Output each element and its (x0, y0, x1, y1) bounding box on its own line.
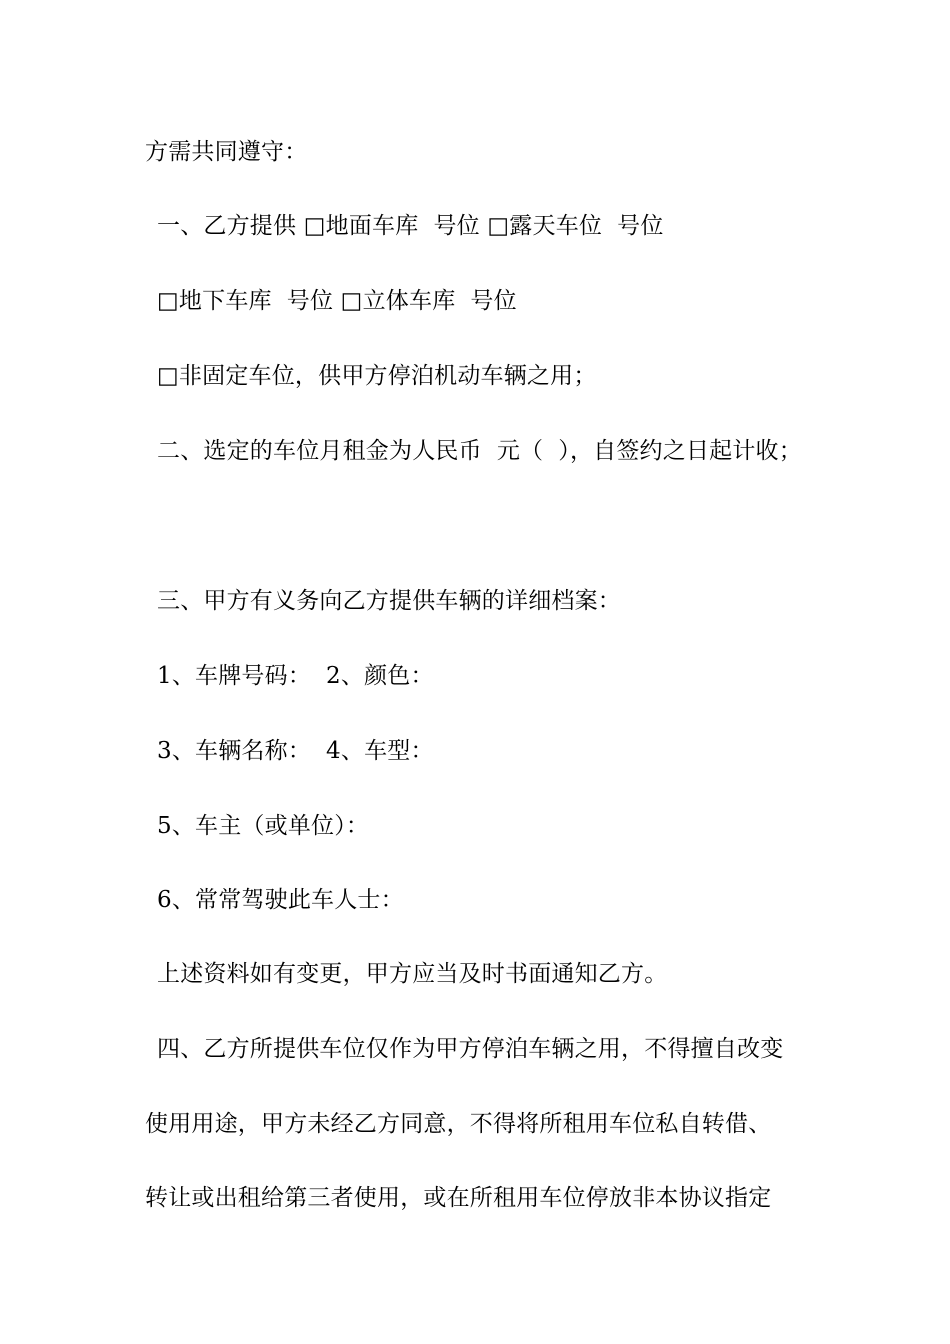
clause-4-line-2: 使用用途，甲方未经乙方同意，不得将所租用车位私自转借、 (145, 1111, 772, 1137)
vehicle-info-1-2: 1、车牌号码： 2、颜色： (157, 663, 434, 689)
clause-4-line-1: 四、乙方所提供车位仅作为甲方停泊车辆之用，不得擅自改变 (157, 1036, 784, 1062)
vehicle-info-6: 6、常常驾驶此车人士： (157, 887, 404, 913)
clause-2: 二、选定的车位月租金为人民币 元（ ），自签约之日起计收； (157, 438, 802, 464)
clause-1-line-3: □非固定车位，供甲方停泊机动车辆之用； (157, 363, 597, 389)
change-notice: 上述资料如有变更，甲方应当及时书面通知乙方。 (157, 961, 668, 987)
clause-1-line-2: □地下车库 号位 □立体车库 号位 (157, 288, 517, 314)
clause-1-line-1: 一、乙方提供 □地面车库 号位 □露天车位 号位 (157, 213, 664, 239)
vehicle-info-5: 5、车主（或单位）： (157, 813, 370, 839)
clause-4-line-3: 转让或出租给第三者使用，或在所租用车位停放非本协议指定 (145, 1185, 772, 1211)
clause-3-heading: 三、甲方有义务向乙方提供车辆的详细档案： (157, 588, 621, 614)
vehicle-info-3-4: 3、车辆名称： 4、车型： (157, 738, 434, 764)
text-line-continuation: 方需共同遵守： (145, 139, 308, 165)
